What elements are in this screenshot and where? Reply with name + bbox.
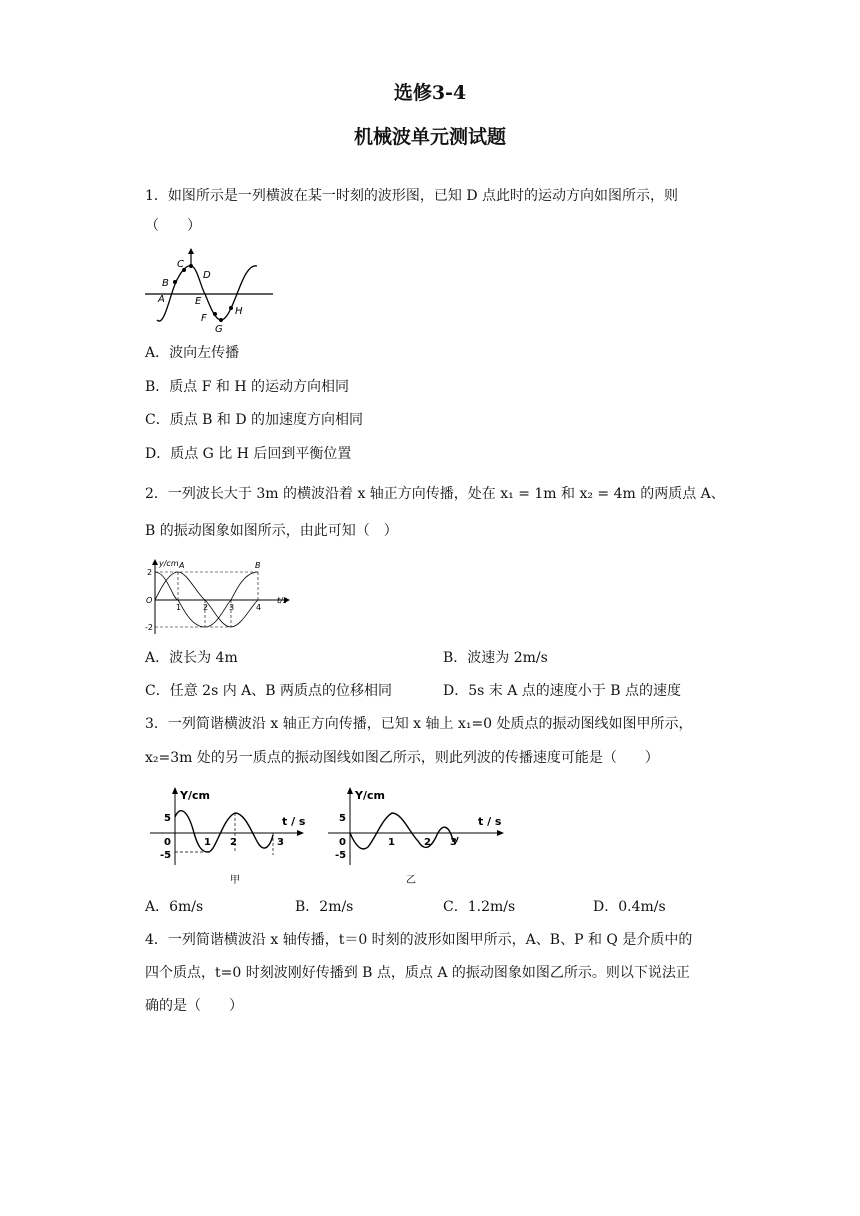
q1-label-A: A — [158, 294, 165, 305]
q2-option-c[interactable]: C．任意 2s 内 A、B 两质点的位移相同 — [145, 683, 393, 699]
q2-curve-a-label: A — [179, 561, 185, 570]
q2-xtick-3: 3 — [229, 603, 235, 612]
q1-label-F: F — [201, 313, 207, 324]
q1-option-a[interactable]: A．波向左传播 — [145, 345, 240, 361]
q3-yi-xtick-3: 3 — [450, 837, 457, 848]
q2-xtick-1: 1 — [176, 603, 182, 612]
q3-jia-xtick-2: 2 — [230, 837, 237, 848]
q3-chart-jia — [150, 785, 310, 885]
q3-stem-line2: x₂=3m 处的另一质点的振动图线如图乙所示，则此列波的传播速度可能是（ ） — [145, 750, 659, 766]
q2-stem-line1: 2．一列波长大于 3m 的横波沿着 x 轴正方向传播，处在 x₁ = 1m 和 x₂ = 4m 的两质点 A、 — [145, 486, 725, 502]
q1-label-H: H — [235, 306, 243, 317]
q2-xtick-4: 4 — [256, 603, 262, 612]
q1-label-G: G — [215, 324, 223, 335]
q1-option-c[interactable]: C．质点 B 和 D 的加速度方向相同 — [145, 412, 364, 428]
q2-option-a[interactable]: A．波长为 4m — [145, 650, 238, 666]
q1-label-B: B — [162, 278, 169, 289]
q2-stem-line2: B 的振动图象如图所示，由此可知（ ） — [145, 523, 398, 539]
q1-stem-line1: 1．如图所示是一列横波在某一时刻的波形图，已知 D 点此时的运动方向如图所示，则 — [145, 188, 679, 204]
q3-yi-ytick-neg5: -5 — [335, 850, 347, 861]
q2-xtick-2: 2 — [203, 603, 209, 612]
q1-label-E: E — [195, 296, 202, 307]
q3-yi-caption: 乙 — [406, 875, 416, 886]
q3-jia-caption: 甲 — [230, 875, 240, 886]
q3-jia-origin: 0 — [164, 837, 171, 848]
q4-stem-line2: 四个质点，t=0 时刻波刚好传播到 B 点，质点 A 的振动图象如图乙所示。则以下说法正 — [145, 965, 690, 981]
q3-option-b[interactable]: B．2m/s — [295, 899, 354, 915]
title-line2: 机械波单元测试题 — [353, 126, 506, 148]
title-line1: 选修3-4 — [393, 82, 467, 104]
q3-stem-line1: 3．一列简谐横波沿 x 轴正方向传播，已知 x 轴上 x₁=0 处质点的振动图线如图甲所示， — [145, 716, 693, 732]
q3-yi-curve — [350, 813, 458, 849]
q3-jia-xtick-1: 1 — [204, 837, 211, 848]
q1-label-D: D — [203, 270, 211, 281]
q2-ytick-neg2: -2 — [145, 623, 153, 632]
q2-ytick-2: 2 — [147, 568, 153, 577]
q3-jia-xtick-3: 3 — [277, 837, 284, 848]
q3-jia-ylabel: Y/cm — [180, 789, 210, 802]
q3-jia-xlabel: t / s — [282, 815, 306, 828]
q2-option-b[interactable]: B．波速为 2m/s — [443, 650, 548, 666]
q3-jia-ytick-5: 5 — [164, 813, 171, 824]
q3-jia-ytick-neg5: -5 — [160, 850, 172, 861]
q2-ylabel: y/cm — [159, 559, 179, 568]
q1-option-b[interactable]: B．质点 F 和 H 的运动方向相同 — [145, 379, 350, 395]
q3-option-a[interactable]: A．6m/s — [145, 899, 204, 915]
q2-option-d[interactable]: D．5s 末 A 点的速度小于 B 点的速度 — [443, 683, 681, 699]
q3-chart-yi — [328, 785, 513, 885]
q3-option-c[interactable]: C．1.2m/s — [443, 899, 516, 915]
q2-xlabel: t/s — [277, 596, 287, 605]
q2-curve-b-label: B — [255, 561, 261, 570]
q3-jia-curve — [175, 811, 273, 852]
q4-stem-line3: 确的是（ ） — [145, 998, 243, 1014]
q3-option-d[interactable]: D．0.4m/s — [593, 899, 666, 915]
q2-vibration-chart — [145, 558, 295, 636]
q1-label-C: C — [177, 259, 184, 270]
q1-stem-line2: （ ） — [145, 218, 201, 234]
q2-origin: O — [146, 596, 153, 605]
q3-yi-xtick-2: 2 — [424, 837, 431, 848]
q4-stem-line1: 4．一列简谐横波沿 x 轴传播，t＝0 时刻的波形如图甲所示，A、B、P 和 Q 是介质中的 — [145, 932, 693, 948]
q3-yi-xlabel: t / s — [478, 815, 502, 828]
q3-yi-ylabel: Y/cm — [355, 789, 385, 802]
q1-wave-figure — [145, 248, 285, 338]
q3-yi-ytick-5: 5 — [339, 813, 346, 824]
q3-yi-xtick-1: 1 — [388, 837, 395, 848]
q1-option-d[interactable]: D．质点 G 比 H 后回到平衡位置 — [145, 446, 352, 462]
q3-yi-origin: 0 — [339, 837, 346, 848]
